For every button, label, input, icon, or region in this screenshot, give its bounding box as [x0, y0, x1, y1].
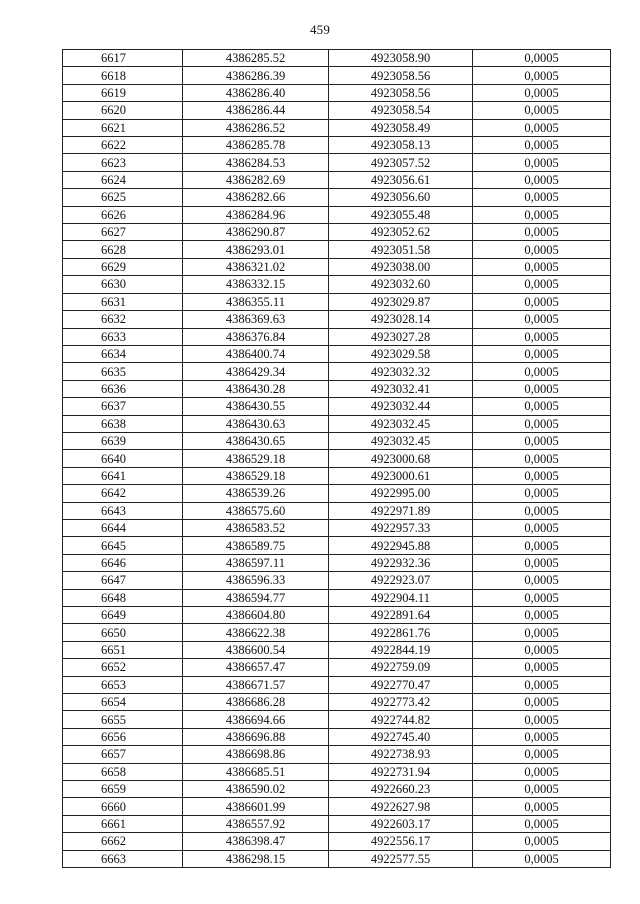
point-number-cell: 6661 [63, 815, 183, 832]
table-row [63, 328, 611, 345]
table-row [63, 694, 611, 711]
x-coordinate-cell: 4386430.28 [183, 380, 329, 397]
point-number-cell: 6662 [63, 833, 183, 850]
area-value-cell: 0,0005 [473, 537, 611, 554]
area-value-cell: 0,0005 [473, 345, 611, 362]
x-coordinate-cell: 4386597.11 [183, 554, 329, 571]
point-number-cell: 6632 [63, 311, 183, 328]
y-coordinate-cell: 4922660.23 [329, 781, 473, 798]
point-number-cell: 6653 [63, 676, 183, 693]
x-coordinate-cell: 4386557.92 [183, 815, 329, 832]
y-coordinate-cell: 4923055.48 [329, 206, 473, 223]
point-number-cell: 6629 [63, 258, 183, 275]
y-coordinate-cell: 4922971.89 [329, 502, 473, 519]
area-value-cell: 0,0005 [473, 398, 611, 415]
x-coordinate-cell: 4386575.60 [183, 502, 329, 519]
area-value-cell: 0,0005 [473, 450, 611, 467]
table-row [63, 607, 611, 624]
table-row [63, 432, 611, 449]
area-value-cell: 0,0005 [473, 781, 611, 798]
table-row [63, 485, 611, 502]
area-value-cell: 0,0005 [473, 728, 611, 745]
y-coordinate-cell: 4922995.00 [329, 485, 473, 502]
table-row [63, 224, 611, 241]
point-number-cell: 6627 [63, 224, 183, 241]
x-coordinate-cell: 4386293.01 [183, 241, 329, 258]
table-row [63, 345, 611, 362]
area-value-cell: 0,0005 [473, 102, 611, 119]
point-number-cell: 6637 [63, 398, 183, 415]
y-coordinate-cell: 4923027.28 [329, 328, 473, 345]
y-coordinate-cell: 4923032.32 [329, 363, 473, 380]
x-coordinate-cell: 4386698.86 [183, 746, 329, 763]
x-coordinate-cell: 4386604.80 [183, 607, 329, 624]
x-coordinate-cell: 4386355.11 [183, 293, 329, 310]
point-number-cell: 6630 [63, 276, 183, 293]
x-coordinate-cell: 4386671.57 [183, 676, 329, 693]
x-coordinate-cell: 4386398.47 [183, 833, 329, 850]
y-coordinate-cell: 4923032.41 [329, 380, 473, 397]
y-coordinate-cell: 4922738.93 [329, 746, 473, 763]
table-row [63, 641, 611, 658]
area-value-cell: 0,0005 [473, 432, 611, 449]
point-number-cell: 6628 [63, 241, 183, 258]
area-value-cell: 0,0005 [473, 519, 611, 536]
x-coordinate-cell: 4386332.15 [183, 276, 329, 293]
area-value-cell: 0,0005 [473, 502, 611, 519]
x-coordinate-cell: 4386529.18 [183, 467, 329, 484]
table-row [63, 815, 611, 832]
y-coordinate-cell: 4922603.17 [329, 815, 473, 832]
area-value-cell: 0,0005 [473, 676, 611, 693]
area-value-cell: 0,0005 [473, 711, 611, 728]
point-number-cell: 6617 [63, 50, 183, 67]
point-number-cell: 6651 [63, 641, 183, 658]
area-value-cell: 0,0005 [473, 763, 611, 780]
table-row [63, 711, 611, 728]
area-value-cell: 0,0005 [473, 694, 611, 711]
x-coordinate-cell: 4386321.02 [183, 258, 329, 275]
table-row [63, 450, 611, 467]
x-coordinate-cell: 4386694.66 [183, 711, 329, 728]
table-row [63, 50, 611, 67]
point-number-cell: 6660 [63, 798, 183, 815]
table-row [63, 102, 611, 119]
table-row [63, 676, 611, 693]
x-coordinate-cell: 4386590.02 [183, 781, 329, 798]
point-number-cell: 6658 [63, 763, 183, 780]
point-number-cell: 6623 [63, 154, 183, 171]
area-value-cell: 0,0005 [473, 380, 611, 397]
x-coordinate-cell: 4386601.99 [183, 798, 329, 815]
y-coordinate-cell: 4922773.42 [329, 694, 473, 711]
x-coordinate-cell: 4386430.55 [183, 398, 329, 415]
table-row [63, 258, 611, 275]
point-number-cell: 6647 [63, 572, 183, 589]
area-value-cell: 0,0005 [473, 659, 611, 676]
x-coordinate-cell: 4386685.51 [183, 763, 329, 780]
point-number-cell: 6642 [63, 485, 183, 502]
table-row [63, 624, 611, 641]
area-value-cell: 0,0005 [473, 554, 611, 571]
y-coordinate-cell: 4923058.13 [329, 137, 473, 154]
x-coordinate-cell: 4386400.74 [183, 345, 329, 362]
y-coordinate-cell: 4923032.45 [329, 415, 473, 432]
x-coordinate-cell: 4386539.26 [183, 485, 329, 502]
area-value-cell: 0,0005 [473, 171, 611, 188]
y-coordinate-cell: 4922759.09 [329, 659, 473, 676]
y-coordinate-cell: 4922861.76 [329, 624, 473, 641]
y-coordinate-cell: 4922932.36 [329, 554, 473, 571]
point-number-cell: 6619 [63, 84, 183, 101]
x-coordinate-cell: 4386622.38 [183, 624, 329, 641]
point-number-cell: 6618 [63, 67, 183, 84]
x-coordinate-cell: 4386282.69 [183, 171, 329, 188]
x-coordinate-cell: 4386286.39 [183, 67, 329, 84]
point-number-cell: 6641 [63, 467, 183, 484]
y-coordinate-cell: 4922945.88 [329, 537, 473, 554]
table-row [63, 467, 611, 484]
x-coordinate-cell: 4386286.40 [183, 84, 329, 101]
table-row [63, 415, 611, 432]
area-value-cell: 0,0005 [473, 607, 611, 624]
x-coordinate-cell: 4386285.52 [183, 50, 329, 67]
y-coordinate-cell: 4923028.14 [329, 311, 473, 328]
area-value-cell: 0,0005 [473, 572, 611, 589]
point-number-cell: 6655 [63, 711, 183, 728]
table-row [63, 137, 611, 154]
y-coordinate-cell: 4923058.56 [329, 84, 473, 101]
table-row [63, 398, 611, 415]
point-number-cell: 6622 [63, 137, 183, 154]
area-value-cell: 0,0005 [473, 833, 611, 850]
x-coordinate-cell: 4386657.47 [183, 659, 329, 676]
area-value-cell: 0,0005 [473, 311, 611, 328]
y-coordinate-cell: 4922844.19 [329, 641, 473, 658]
x-coordinate-cell: 4386290.87 [183, 224, 329, 241]
point-number-cell: 6656 [63, 728, 183, 745]
table-row [63, 833, 611, 850]
x-coordinate-cell: 4386583.52 [183, 519, 329, 536]
table-row [63, 241, 611, 258]
x-coordinate-cell: 4386430.63 [183, 415, 329, 432]
y-coordinate-cell: 4923058.90 [329, 50, 473, 67]
y-coordinate-cell: 4923000.61 [329, 467, 473, 484]
point-number-cell: 6644 [63, 519, 183, 536]
point-number-cell: 6657 [63, 746, 183, 763]
y-coordinate-cell: 4923057.52 [329, 154, 473, 171]
table-row [63, 293, 611, 310]
point-number-cell: 6638 [63, 415, 183, 432]
table-row [63, 67, 611, 84]
area-value-cell: 0,0005 [473, 137, 611, 154]
area-value-cell: 0,0005 [473, 415, 611, 432]
x-coordinate-cell: 4386286.44 [183, 102, 329, 119]
y-coordinate-cell: 4923056.61 [329, 171, 473, 188]
point-number-cell: 6639 [63, 432, 183, 449]
x-coordinate-cell: 4386596.33 [183, 572, 329, 589]
area-value-cell: 0,0005 [473, 119, 611, 136]
table-row [63, 537, 611, 554]
point-number-cell: 6620 [63, 102, 183, 119]
y-coordinate-cell: 4923038.00 [329, 258, 473, 275]
table-row [63, 380, 611, 397]
area-value-cell: 0,0005 [473, 189, 611, 206]
point-number-cell: 6663 [63, 850, 183, 867]
x-coordinate-cell: 4386282.66 [183, 189, 329, 206]
point-number-cell: 6635 [63, 363, 183, 380]
area-value-cell: 0,0005 [473, 67, 611, 84]
y-coordinate-cell: 4923052.62 [329, 224, 473, 241]
table-row [63, 554, 611, 571]
point-number-cell: 6659 [63, 781, 183, 798]
x-coordinate-cell: 4386696.88 [183, 728, 329, 745]
area-value-cell: 0,0005 [473, 50, 611, 67]
table-row [63, 171, 611, 188]
area-value-cell: 0,0005 [473, 815, 611, 832]
x-coordinate-cell: 4386686.28 [183, 694, 329, 711]
x-coordinate-cell: 4386284.96 [183, 206, 329, 223]
area-value-cell: 0,0005 [473, 363, 611, 380]
y-coordinate-cell: 4922891.64 [329, 607, 473, 624]
x-coordinate-cell: 4386429.34 [183, 363, 329, 380]
area-value-cell: 0,0005 [473, 258, 611, 275]
point-number-cell: 6650 [63, 624, 183, 641]
y-coordinate-cell: 4923029.87 [329, 293, 473, 310]
y-coordinate-cell: 4922957.33 [329, 519, 473, 536]
point-number-cell: 6636 [63, 380, 183, 397]
y-coordinate-cell: 4923032.60 [329, 276, 473, 293]
point-number-cell: 6654 [63, 694, 183, 711]
x-coordinate-cell: 4386529.18 [183, 450, 329, 467]
point-number-cell: 6648 [63, 589, 183, 606]
point-number-cell: 6645 [63, 537, 183, 554]
x-coordinate-cell: 4386376.84 [183, 328, 329, 345]
table-row [63, 850, 611, 867]
x-coordinate-cell: 4386285.78 [183, 137, 329, 154]
y-coordinate-cell: 4923056.60 [329, 189, 473, 206]
y-coordinate-cell: 4923032.44 [329, 398, 473, 415]
x-coordinate-cell: 4386600.54 [183, 641, 329, 658]
y-coordinate-cell: 4922904.11 [329, 589, 473, 606]
area-value-cell: 0,0005 [473, 206, 611, 223]
table-row [63, 84, 611, 101]
table-row [63, 154, 611, 171]
area-value-cell: 0,0005 [473, 641, 611, 658]
point-number-cell: 6626 [63, 206, 183, 223]
area-value-cell: 0,0005 [473, 850, 611, 867]
point-number-cell: 6621 [63, 119, 183, 136]
table-row [63, 311, 611, 328]
y-coordinate-cell: 4922923.07 [329, 572, 473, 589]
table-row [63, 363, 611, 380]
area-value-cell: 0,0005 [473, 154, 611, 171]
table-row [63, 189, 611, 206]
y-coordinate-cell: 4922577.55 [329, 850, 473, 867]
x-coordinate-cell: 4386284.53 [183, 154, 329, 171]
point-number-cell: 6652 [63, 659, 183, 676]
table-row [63, 206, 611, 223]
y-coordinate-cell: 4923058.56 [329, 67, 473, 84]
table-row [63, 781, 611, 798]
y-coordinate-cell: 4923029.58 [329, 345, 473, 362]
point-number-cell: 6625 [63, 189, 183, 206]
table-row [63, 276, 611, 293]
x-coordinate-cell: 4386589.75 [183, 537, 329, 554]
y-coordinate-cell: 4923000.68 [329, 450, 473, 467]
area-value-cell: 0,0005 [473, 241, 611, 258]
area-value-cell: 0,0005 [473, 467, 611, 484]
area-value-cell: 0,0005 [473, 293, 611, 310]
y-coordinate-cell: 4922744.82 [329, 711, 473, 728]
area-value-cell: 0,0005 [473, 746, 611, 763]
area-value-cell: 0,0005 [473, 589, 611, 606]
point-number-cell: 6624 [63, 171, 183, 188]
x-coordinate-cell: 4386298.15 [183, 850, 329, 867]
table-row [63, 519, 611, 536]
y-coordinate-cell: 4923058.54 [329, 102, 473, 119]
y-coordinate-cell: 4922731.94 [329, 763, 473, 780]
x-coordinate-cell: 4386369.63 [183, 311, 329, 328]
coordinates-table [62, 49, 611, 868]
area-value-cell: 0,0005 [473, 84, 611, 101]
y-coordinate-cell: 4923032.45 [329, 432, 473, 449]
page-number: 459 [309, 22, 331, 37]
area-value-cell: 0,0005 [473, 798, 611, 815]
point-number-cell: 6634 [63, 345, 183, 362]
y-coordinate-cell: 4922556.17 [329, 833, 473, 850]
point-number-cell: 6646 [63, 554, 183, 571]
table-row [63, 763, 611, 780]
point-number-cell: 6649 [63, 607, 183, 624]
table-row [63, 728, 611, 745]
area-value-cell: 0,0005 [473, 276, 611, 293]
area-value-cell: 0,0005 [473, 224, 611, 241]
y-coordinate-cell: 4923058.49 [329, 119, 473, 136]
table-row [63, 746, 611, 763]
x-coordinate-cell: 4386430.65 [183, 432, 329, 449]
area-value-cell: 0,0005 [473, 328, 611, 345]
table-row [63, 502, 611, 519]
table-row [63, 572, 611, 589]
table-row [63, 119, 611, 136]
point-number-cell: 6640 [63, 450, 183, 467]
y-coordinate-cell: 4922770.47 [329, 676, 473, 693]
x-coordinate-cell: 4386594.77 [183, 589, 329, 606]
point-number-cell: 6631 [63, 293, 183, 310]
table-row [63, 798, 611, 815]
table-row [63, 659, 611, 676]
area-value-cell: 0,0005 [473, 485, 611, 502]
x-coordinate-cell: 4386286.52 [183, 119, 329, 136]
y-coordinate-cell: 4923051.58 [329, 241, 473, 258]
y-coordinate-cell: 4922745.40 [329, 728, 473, 745]
table-row [63, 589, 611, 606]
coordinates-table-body [63, 50, 611, 868]
y-coordinate-cell: 4922627.98 [329, 798, 473, 815]
point-number-cell: 6643 [63, 502, 183, 519]
area-value-cell: 0,0005 [473, 624, 611, 641]
point-number-cell: 6633 [63, 328, 183, 345]
